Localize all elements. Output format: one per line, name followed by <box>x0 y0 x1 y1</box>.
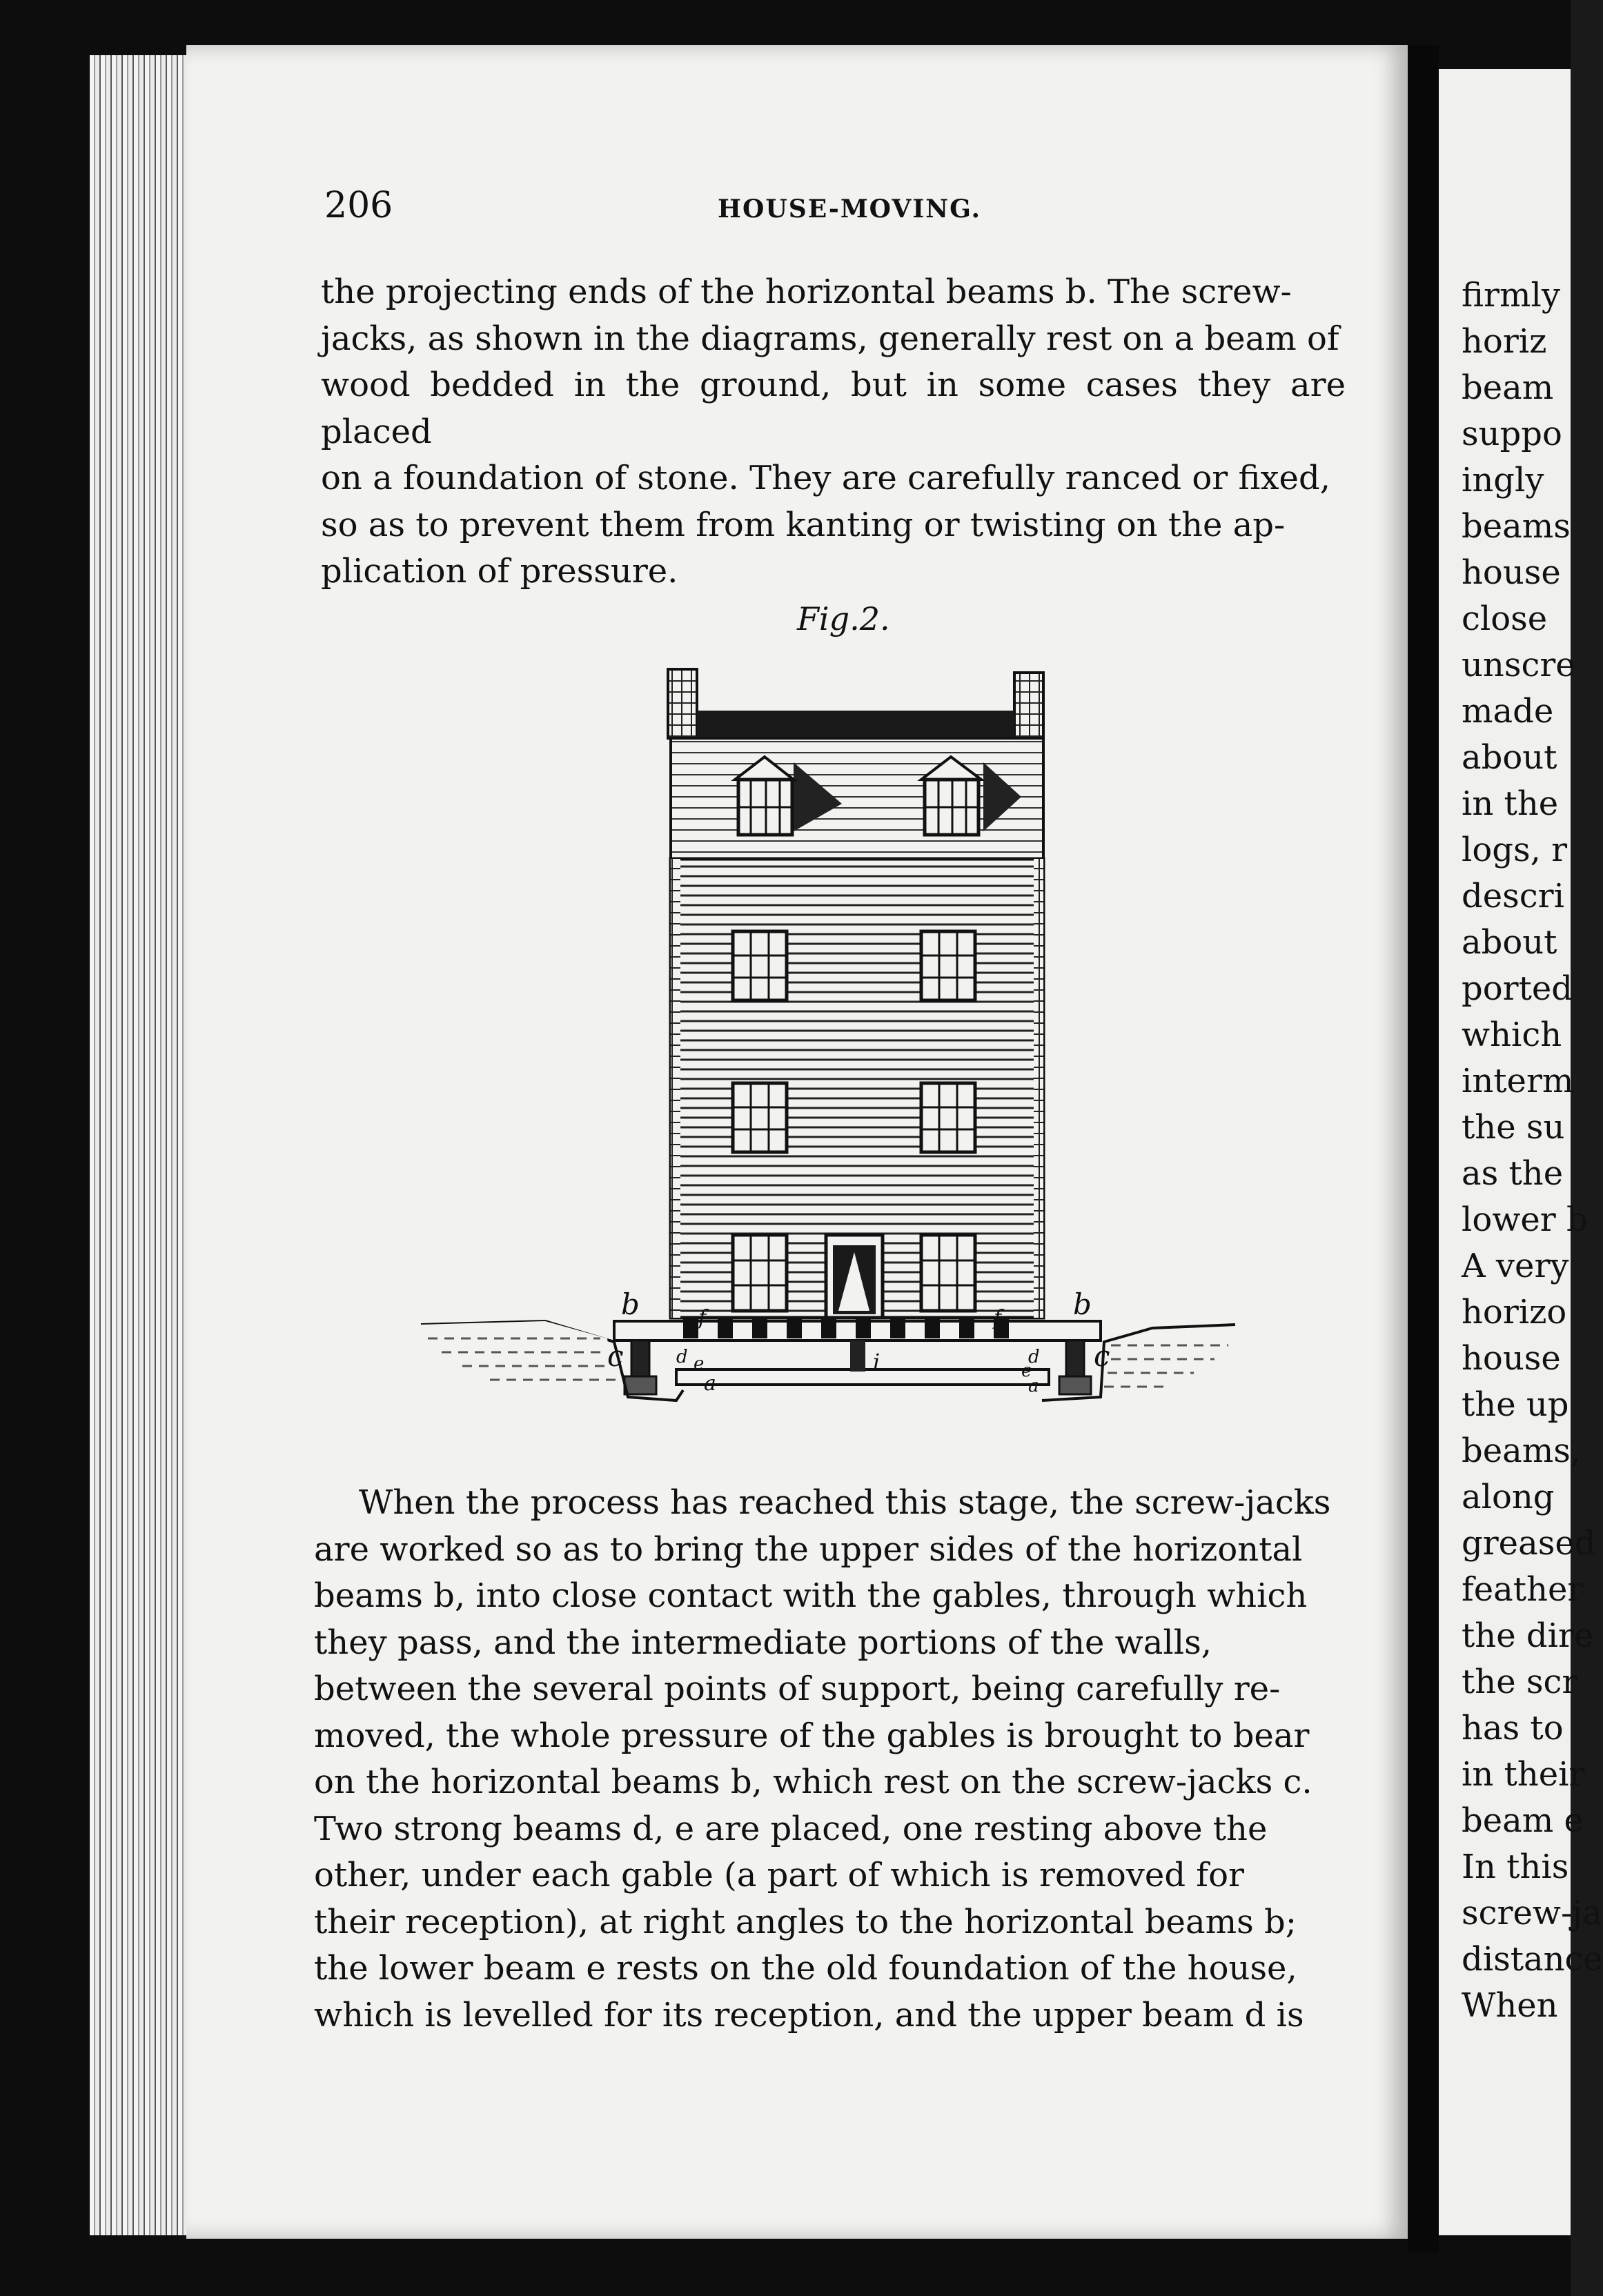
text-line: beams b, into close contact with the gables, through which <box>314 1576 1308 1615</box>
label-e-right: e <box>1021 1360 1032 1381</box>
facing-text-line: firmly <box>1462 276 1560 315</box>
text-line: which is levelled for its reception, and the upper beam d is <box>314 1995 1304 2035</box>
facing-text-line: beam <box>1462 368 1554 407</box>
window <box>921 1083 975 1152</box>
window <box>733 1083 787 1152</box>
facing-text-line: A very <box>1462 1247 1569 1285</box>
text-line: between the several points of support, being carefully re- <box>314 1670 1281 1708</box>
book-page-edges <box>90 55 186 2235</box>
label-i: i <box>873 1349 881 1375</box>
facing-text-line: the up <box>1462 1385 1569 1424</box>
facing-page-text <box>1462 273 1603 2029</box>
facing-text-line: horiz <box>1462 322 1547 361</box>
facing-text-line: interm <box>1462 1062 1574 1100</box>
figure-caption: Fig.2. <box>797 600 890 637</box>
facing-text-line: When <box>1462 1986 1558 2025</box>
label-d-left: d <box>676 1347 688 1367</box>
facing-text-line: along <box>1462 1478 1555 1516</box>
facing-text-line: distance <box>1462 1940 1603 1979</box>
facing-text-line: screw-ja <box>1462 1894 1602 1932</box>
facing-text-line: made <box>1462 692 1554 731</box>
screw-jack-c-left <box>631 1340 649 1378</box>
text-line: jacks, as shown in the diagrams, generally rest on a beam of <box>321 319 1339 358</box>
text-line: on the horizontal beams b, which rest on the screw-jacks c. <box>314 1763 1312 1801</box>
chimney-left <box>668 669 697 738</box>
facing-text-line: descri <box>1462 877 1564 916</box>
lower-beam-e <box>676 1369 1049 1385</box>
roof-dark-band <box>697 711 1014 738</box>
facing-text-line: beams <box>1462 507 1571 546</box>
facing-text-line: ingly <box>1462 461 1544 499</box>
facing-text-line: has to <box>1462 1709 1564 1748</box>
text-line: are worked so as to bring the upper sides of the horizontal <box>314 1530 1303 1569</box>
text-line: they pass, and the intermediate portions of the walls, <box>314 1623 1212 1662</box>
facing-text-line: in the <box>1462 784 1559 823</box>
window <box>733 1235 787 1311</box>
label-a-left: a <box>704 1372 716 1396</box>
facing-text-line: suppo <box>1462 415 1562 453</box>
running-title: HOUSE-MOVING. <box>718 195 982 224</box>
text-line: the lower beam e rests on the old foundation of the house, <box>314 1949 1297 1988</box>
facing-text-line: feather <box>1462 1570 1584 1609</box>
facing-text-line: greased <box>1462 1524 1596 1563</box>
running-head <box>324 185 1346 226</box>
window <box>921 1235 975 1311</box>
text-line: so as to prevent them from kanting or twisting on the ap- <box>321 505 1286 544</box>
text-line: When the process has reached this stage, the screw-jacks <box>359 1483 1331 1522</box>
facing-text-line: as the <box>1462 1154 1564 1193</box>
text-line: Two strong beams d, e are placed, one resting above the <box>314 1809 1268 1848</box>
facing-text-line: the scr <box>1462 1663 1578 1701</box>
text-line: other, under each gable (a part of which is removed for <box>314 1856 1244 1894</box>
text-line: moved, the whole pressure of the gables is brought to bear <box>314 1716 1310 1755</box>
label-d-right: d <box>1028 1347 1040 1367</box>
facing-text-line: beams, <box>1462 1432 1582 1470</box>
label-c-left: c <box>607 1339 624 1373</box>
window <box>921 931 975 1000</box>
paragraph-2 <box>314 1480 1339 2039</box>
text-line: plication of pressure. <box>321 552 678 591</box>
facing-text-line: unscre <box>1462 646 1575 684</box>
facing-text-line: in their <box>1462 1755 1585 1794</box>
page-number: 206 <box>324 185 393 226</box>
facing-text-line: about <box>1462 923 1557 962</box>
center-support-i <box>850 1340 865 1372</box>
facing-text-line: the su <box>1462 1108 1565 1147</box>
text-line: on a foundation of stone. They are carefully ranced or fixed, <box>321 459 1330 497</box>
chimney-right <box>1014 673 1043 738</box>
facing-text-line: close <box>1462 600 1548 638</box>
facing-text-line: house <box>1462 553 1561 592</box>
label-b-left: b <box>621 1287 640 1321</box>
text-line: the projecting ends of the horizontal beams b. The screw- <box>321 273 1292 311</box>
label-b-right: b <box>1073 1287 1092 1321</box>
screw-jack-c-right <box>1066 1340 1084 1378</box>
label-c-right: c <box>1094 1339 1110 1373</box>
facing-text-line: In this <box>1462 1848 1569 1886</box>
label-e-left: e <box>694 1354 705 1374</box>
facing-text-line: logs, r <box>1462 831 1568 869</box>
facing-text-line: about <box>1462 738 1557 777</box>
text-line: wood bedded in the ground, but in some cases they are placed <box>321 366 1346 451</box>
facing-text-line: lower b <box>1462 1200 1588 1239</box>
facing-text-line: which <box>1462 1016 1562 1054</box>
facing-text-line: beam e <box>1462 1801 1584 1840</box>
label-a-right: a <box>1028 1376 1039 1396</box>
book-gutter <box>1408 45 1439 2253</box>
paragraph-1 <box>321 269 1346 595</box>
house-figure <box>421 659 1235 1442</box>
facing-text-line: horizo <box>1462 1293 1567 1332</box>
facing-text-line: house <box>1462 1339 1561 1378</box>
label-f-left: f <box>698 1306 707 1330</box>
facing-text-line: ported <box>1462 969 1573 1008</box>
window <box>733 931 787 1000</box>
label-f-right: f <box>994 1306 1002 1330</box>
facing-text-line: the dire <box>1462 1616 1594 1655</box>
text-line: their reception), at right angles to the horizontal beams b; <box>314 1902 1297 1941</box>
